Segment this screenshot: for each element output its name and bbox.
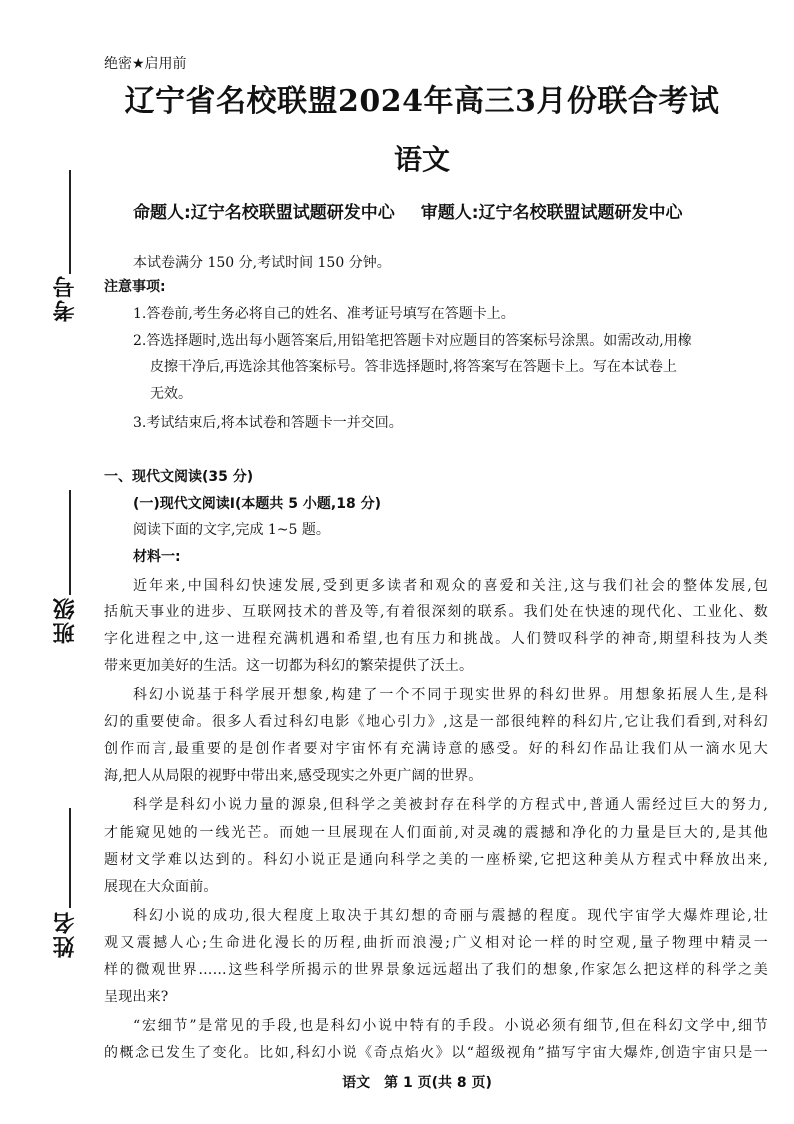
subject-title: 语文: [393, 143, 450, 176]
reading-instruction: 阅读下面的文字,完成 1~5 题。: [133, 522, 330, 538]
page-footer: 语文 第 1 页(共 8 页): [342, 1075, 492, 1091]
class-line: [69, 490, 71, 595]
passage-line: 海,把人从局限的视野中带出来,感受现实之外更广阔的世界。: [104, 768, 483, 784]
passage-line: 带来更加美好的生活。这一切都为科幻的繁荣提供了沃土。: [104, 658, 474, 674]
passage-line: 才能窥见她的一线光芒。而她一旦展现在人们面前,对灵魂的震撼和净化的力量是巨大的,是其他: [104, 825, 768, 841]
notice-item-2-cont: 皮擦干净后,再选涂其他答案标号。答非选择题时,将答案写在答题卡上。写在本试卷上: [150, 359, 677, 375]
passage-line: 近年来,中国科幻快速发展,受到更多读者和观众的喜爱和关注,这与我们社会的整体发展,包: [133, 578, 768, 594]
passage-line: “宏细节”是常见的手段,也是科幻小说中特有的手段。小说必须有细节,但在科幻文学中,细节: [133, 1018, 768, 1034]
name-line: [69, 808, 71, 908]
exam-number-label: 考号: [53, 274, 78, 322]
sub-section-heading: (一)现代文阅读Ⅰ(本题共 5 小题,18 分): [133, 496, 381, 512]
exam-title: 辽宁省名校联盟2024年高三3月份联合考试: [124, 84, 720, 119]
passage-line: 观又震撼人心;生命进化漫长的历程,曲折而浪漫;广义相对论一样的时空观,量子物理中精灵一: [104, 935, 768, 951]
passage-line: 科学是科幻小说力量的源泉,但科学之美被封存在科学的方程式中,普通人需经过巨大的努力,: [133, 797, 768, 813]
passage-line: 的概念已发生了变化。比如,科幻小说《奇点焰火》以“超级视角”描写宇宙大爆炸,创造宇宙只是一: [104, 1045, 768, 1061]
name-field: [40, 808, 80, 978]
authors-line: [133, 198, 703, 223]
passage-line: 字化进程之中,这一进程充满机遇和希望,也有压力和挑战。人们赞叹科学的神奇,期望科技为人类: [104, 631, 768, 647]
passage-line: 科幻小说基于科学展开想象,构建了一个不同于现实世界的科幻世界。用想象拓展人生,是科: [133, 687, 768, 703]
notice-item-1: 1.答卷前,考生务必将自己的姓名、准考证号填写在答题卡上。: [133, 306, 515, 322]
passage-line: 样的微观世界……这些科学所揭示的世界景象远远超出了我们的想象,作家怎么把这样的科学之美: [104, 962, 768, 978]
material-label: 材料一:: [133, 549, 181, 565]
exam-number-field: [40, 170, 80, 330]
class-field: [40, 490, 80, 660]
passage-line: 科幻小说的成功,很大程度上取决于其幻想的奇丽与震撼的程度。现代宇宙学大爆炸理论,壮: [133, 908, 768, 924]
score-time-text: 本试卷满分 150 分,考试时间 150 分钟。: [133, 255, 391, 271]
class-label: 班级: [53, 596, 78, 644]
passage-line: 呈现出来?: [104, 989, 169, 1005]
passage-line: 展现在大众面前。: [104, 879, 218, 895]
confidential-mark: 绝密★启用前: [104, 56, 187, 72]
passage-line: 创作而言,最重要的是创作者要对宇宙怀有充满诗意的感受。好的科幻作品让我们从一滴水见大: [104, 741, 768, 757]
notice-item-2: 2.答选择题时,选出每小题答案后,用铅笔把答题卡对应题目的答案标号涂黑。如需改动,用橡: [133, 333, 692, 349]
reviewer-text: 审题人:辽宁名校联盟试题研发中心: [420, 203, 683, 223]
notice-item-2-end: 无效。: [150, 386, 192, 402]
notice-title: 注意事项:: [104, 279, 166, 295]
exam-number-line: [69, 170, 71, 274]
author-text: 命题人:辽宁名校联盟试题研发中心: [133, 203, 395, 223]
passage-line: 题材文学难以达到的。科幻小说正是通向科学之美的一座桥梁,它把这种美从方程式中释放出来,: [104, 852, 768, 868]
passage-line: 括航天事业的进步、互联网技术的普及等,有着很深刻的联系。我们处在快速的现代化、工业化、数: [104, 604, 768, 620]
section-heading: 一、现代文阅读(35 分): [104, 469, 254, 485]
notice-item-3: 3.考试结束后,将本试卷和答题卡一并交回。: [133, 415, 403, 431]
name-label: 姓名: [53, 910, 78, 958]
passage-line: 幻的重要使命。很多人看过科幻电影《地心引力》,这是一部很纯粹的科幻片,它让我们看到,对科幻: [104, 714, 768, 730]
